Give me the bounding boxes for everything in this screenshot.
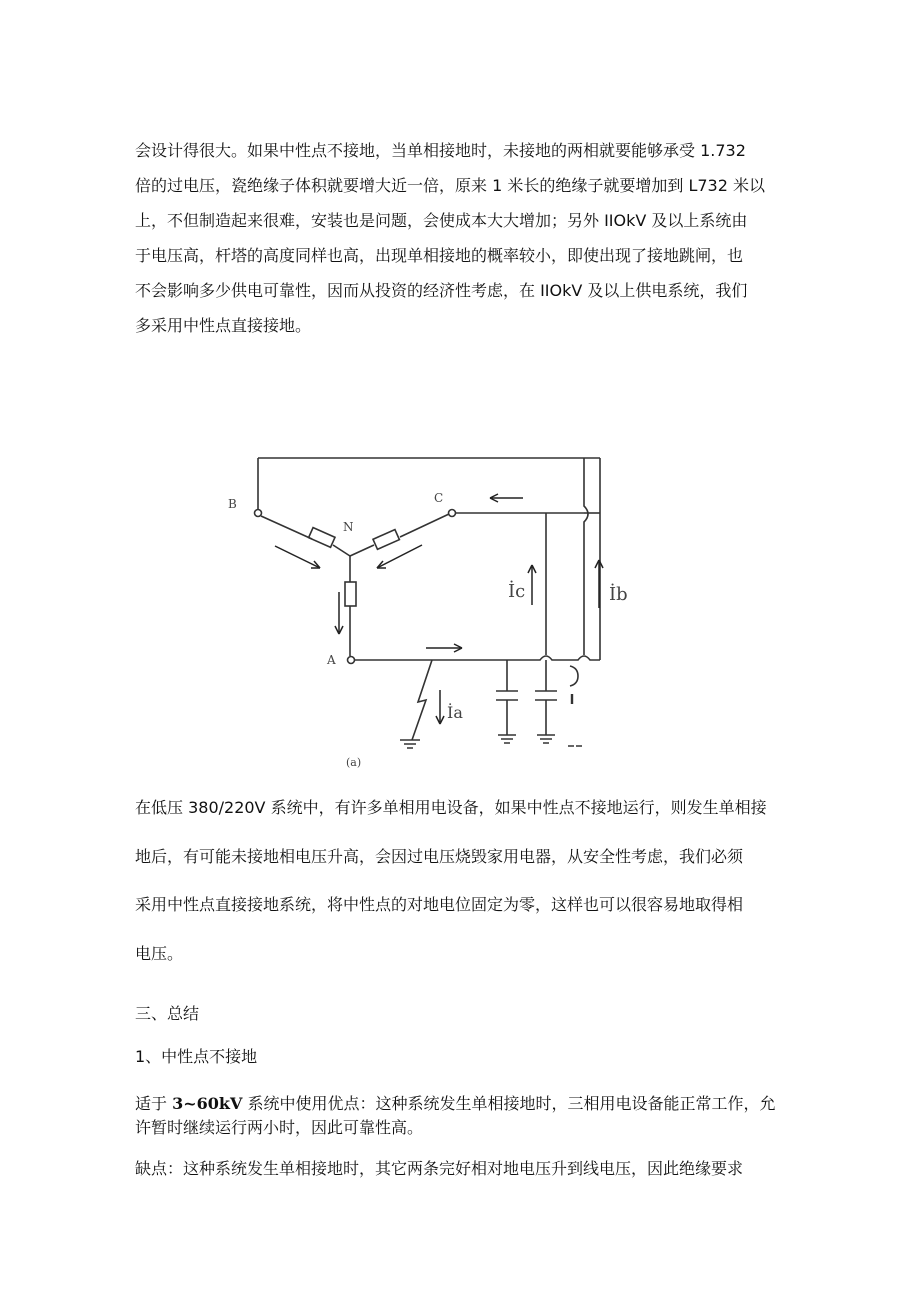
wire-a — [355, 656, 600, 660]
wire-b-n — [261, 516, 312, 539]
paragraph-1-line: 于电压高，杆塔的高度同样也高，出现单相接地的概率较小，即使出现了接地跳闸，也 — [135, 246, 744, 265]
partial-glyph — [570, 666, 578, 686]
ground-1 — [498, 735, 516, 743]
wire-c-n-2 — [350, 545, 374, 556]
paragraph-3-rest: 系统中使用优点：这种系统发生单相接地时，三相用电设备能正常工作，允 — [242, 1094, 776, 1113]
node-a-terminal — [348, 657, 355, 664]
paragraph-1-line: 会设计得很大。如果中性点不接地，当单相接地时，未接地的两相就要能够承受 1.732 — [135, 141, 746, 160]
current-a-label: İa — [447, 703, 463, 722]
paragraph-3-prefix: 适于 — [135, 1094, 173, 1113]
paragraph-3-line-1 — [135, 1092, 790, 1116]
paragraph-1-line: 不会影响多少供电可靠性，因而从投资的经济性考虑，在 IIOkV 及以上供电系统，我们 — [135, 281, 748, 300]
fault-lightning — [412, 660, 432, 740]
node-a-label: A — [327, 653, 336, 667]
paragraph-3-line-2: 许暂时继续运行两小时，因此可靠性高。 — [135, 1118, 424, 1137]
paragraph-2 — [135, 784, 790, 978]
diagram-caption: (a) — [346, 756, 362, 769]
paragraph-2-line: 在低压 380/220V 系统中，有许多单相用电设备，如果中性点不接地运行，则发生单相接 — [135, 798, 767, 817]
paragraph-1-line: 倍的过电压，瓷绝缘子体积就要增大近一倍，原来 1 米长的绝缘子就要增加到 L732 米以 — [135, 176, 765, 195]
node-c-terminal — [449, 510, 456, 517]
paragraph-2-line: 采用中性点直接接地系统，将中性点的对地电位固定为零，这样也可以很容易地取得相 — [135, 895, 744, 914]
wire-b-n-2 — [333, 545, 350, 556]
paragraph-2-line: 电压。 — [135, 943, 184, 963]
ground-fault — [400, 740, 420, 748]
node-b-terminal — [255, 510, 262, 517]
paragraph-1-line: 上，不但制造起来很难，安装也是问题，会使成本大大增加；另外 IIOkV 及以上系统由 — [135, 211, 748, 230]
capacitor-c — [535, 660, 557, 735]
current-c-label: İc — [508, 581, 526, 602]
section-heading: 三、总结 — [135, 1004, 200, 1023]
voltage-range: 3~60kV — [172, 1094, 243, 1113]
wire-right-b — [584, 458, 588, 655]
node-b-label: B — [228, 497, 237, 511]
node-n-label: N — [343, 520, 354, 534]
paragraph-4 — [135, 1157, 790, 1181]
resistor-a — [345, 582, 356, 606]
current-b-label: İb — [609, 584, 628, 605]
resistor-b — [309, 528, 335, 548]
node-c-label: C — [434, 491, 444, 505]
current-arrows — [275, 494, 603, 724]
wire-c-n — [400, 514, 449, 537]
arrow-b-n — [275, 546, 320, 568]
arrow-c-n — [377, 545, 422, 568]
subheading: 1、中性点不接地 — [135, 1047, 258, 1066]
paragraph-1-line: 多采用中性点直接接地。 — [135, 316, 312, 335]
paragraph-2-line: 地后，有可能未接地相电压升高，会因过电压烧毁家用电器，从安全性考虑，我们必须 — [135, 846, 744, 866]
paragraph-3 — [135, 1092, 790, 1140]
ground-2 — [537, 735, 555, 743]
paragraph-4-line: 缺点：这种系统发生单相接地时，其它两条完好相对地电压升到线电压，因此绝缘要求 — [135, 1159, 744, 1178]
resistor-c — [373, 530, 399, 550]
capacitor-a — [496, 660, 518, 735]
